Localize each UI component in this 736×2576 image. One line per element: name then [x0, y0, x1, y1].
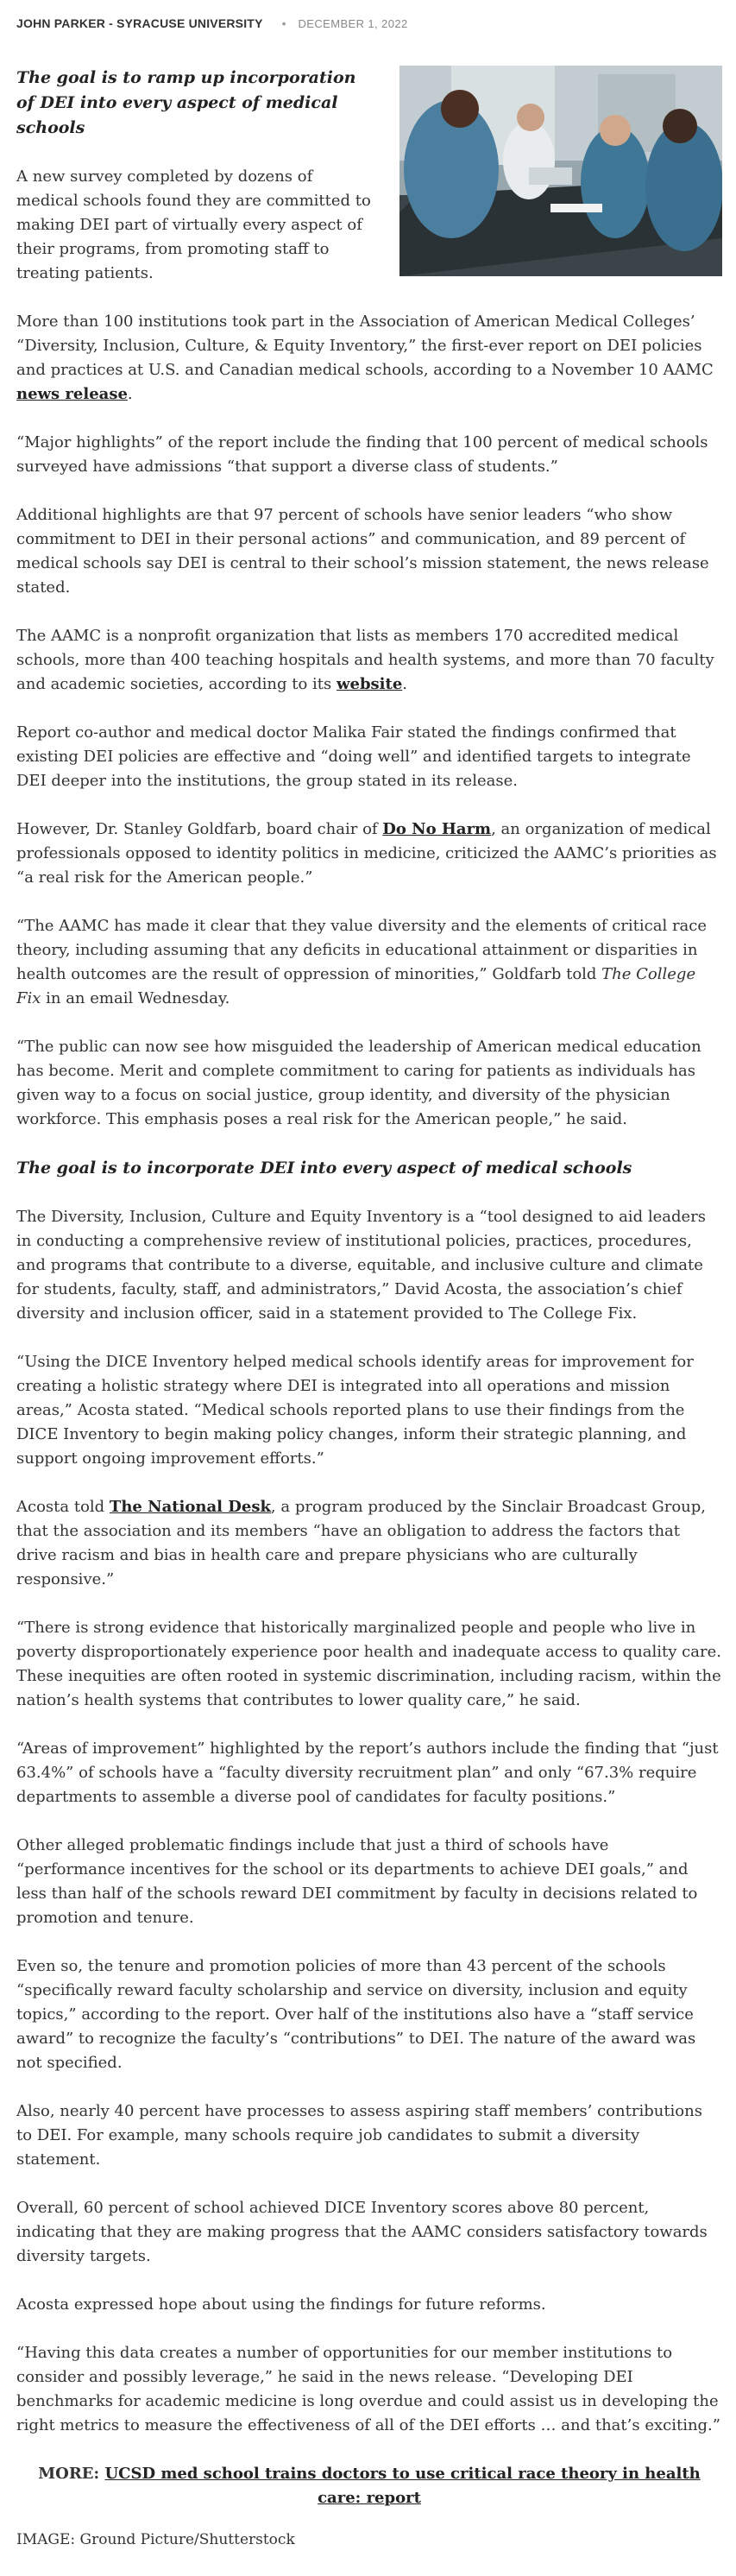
- paragraph: “Areas of improvement” highlighted by the report’s authors include the finding that “just 63.4%” of schools have a “faculty diversity recruitment plan” and only “67.3% require departments to assemble a diverse pool of candidates for faculty positions.”: [16, 1739, 719, 1806]
- paragraph: “There is strong evidence that historically marginalized people and people who live in poverty disproportionately experience poor health and inadequate access to quality care. These inequities are often rooted in systemic discrimination, including racism, within the nation’s health systems that contributes to lower quality care,” he said.: [16, 1619, 721, 1709]
- paragraph: Acosta expressed hope about using the findings for future reforms.: [16, 2295, 546, 2314]
- article-subheading: The goal is to ramp up incorporation of DEI into every aspect of medical schools: [16, 68, 356, 137]
- byline-separator: •: [281, 16, 286, 30]
- paragraph: Other alleged problematic findings include that just a third of schools have “performance incentives for the school or its departments to achieve DEI goals,” and less than half of the schools reward DEI commitment by faculty in decisions related to promotion and tenure.: [16, 1836, 698, 1927]
- paragraph: “The AAMC has made it clear that they value diversity and the elements of critical race theory, including assuming that any deficits in educational attainment or disparities in health outcomes are the result of oppression of minorities,” Goldfarb told The College Fix in an email Wednesday.: [16, 917, 708, 1007]
- paragraph: However, Dr. Stanley Goldfarb, board chair of Do No Harm, an organization of medical professionals opposed to identity politics in medicine, criticized the AAMC’s priorities as “a real risk for the American people.”: [16, 820, 717, 887]
- paragraph: Also, nearly 40 percent have processes to assess aspiring staff members’ contributions to DEI. For example, many schools require job candidates to submit a diversity statement.: [16, 2102, 702, 2169]
- paragraph: The AAMC is a nonprofit organization that lists as members 170 accredited medical schools, more than 400 teaching hospitals and health systems, and more than 70 faculty and academic societies, according to its website.: [16, 627, 714, 693]
- byline: [16, 16, 408, 30]
- more-related-story: MORE: UCSD med school trains doctors to use critical race theory in health care: report: [38, 2465, 701, 2507]
- paragraph: “Major highlights” of the report include the finding that 100 percent of medical schools surveyed have admissions “that support a diverse class of students.”: [16, 433, 708, 476]
- news-release-link[interactable]: news release: [16, 385, 128, 403]
- paragraph: More than 100 institutions took part in the Association of American Medical Colleges’ “Diversity, Inclusion, Culture, & Equity Inventory,” the first-ever report on DEI policies and practices at U.S. and Canadian medical schools, according to a November 10 AAMC news release.: [16, 313, 714, 403]
- paragraph: Even so, the tenure and promotion policies of more than 43 percent of the schools “specifically reward faculty scholarship and service on diversity, inclusion and equity topics,” according to the report. Over half of the institutions also have a “staff service award” to recognize the faculty’s “contributions” to DEI. The nature of the award was not specified.: [16, 1957, 696, 2072]
- paragraph: A new survey completed by dozens of medical schools found they are committed to making DEI part of virtually every aspect of their programs, from promoting staff to treating patients.: [16, 167, 371, 282]
- paragraph: The Diversity, Inclusion, Culture and Equity Inventory is a “tool designed to aid leaders in conducting a comprehensive review of institutional policies, practices, procedures, and programs that contribute to a diverse, equitable, and inclusive culture and climate for students, faculty, staff, and administrators,” David Acosta, the association’s chief diversity and inclusion officer, said in a statement provided to The College Fix.: [16, 1208, 706, 1323]
- website-link[interactable]: website: [337, 675, 403, 693]
- paragraph: Acosta told The National Desk, a program produced by the Sinclair Broadcast Group, that the association and its members “have an obligation to address the factors that drive racism and bias in health care and prepare physicians who are culturally responsive.”: [16, 1498, 707, 1588]
- article-body: [16, 66, 722, 2576]
- paragraph: Additional highlights are that 97 percent of schools have senior leaders “who show commitment to DEI in their personal actions” and communication, and 89 percent of medical schools say DEI is central to their school’s mission statement, the news release stated.: [16, 506, 709, 597]
- national-desk-link[interactable]: The National Desk: [109, 1498, 271, 1516]
- paragraph: “Using the DICE Inventory helped medical schools identify areas for improvement for creating a holistic strategy where DEI is integrated into all operations and mission areas,” Acosta stated. “Medical schools reported plans to use their findings from the DICE Inventory to begin making policy changes, inform their strategic planning, and support ongoing improvement efforts.”: [16, 1353, 694, 1468]
- do-no-harm-link[interactable]: Do No Harm: [382, 820, 492, 838]
- related-story-link[interactable]: UCSD med school trains doctors to use critical race theory in health care: report: [104, 2465, 701, 2507]
- paragraph: “Having this data creates a number of opportunities for our member institutions to consider and possibly leverage,” he said in the news release. “Developing DEI benchmarks for academic medicine is long overdue and could assist us in developing the right metrics to measure the effectiveness of all of the DEI efforts … and that’s exciting.”: [16, 2344, 720, 2434]
- paragraph: Report co-author and medical doctor Malika Fair stated the findings confirmed that existing DEI policies are effective and “doing well” and identified targets to integrate DEI deeper into the institutions, the group stated in its release.: [16, 723, 691, 790]
- publish-date: DECEMBER 1, 2022: [298, 17, 408, 30]
- paragraph: Overall, 60 percent of school achieved DICE Inventory scores above 80 percent, indicating that they are making progress that the AAMC considers satisfactory towards diversity targets.: [16, 2199, 708, 2265]
- image-credit: IMAGE: Ground Picture/Shutterstock: [16, 2531, 295, 2548]
- section-heading: The goal is to incorporate DEI into every aspect of medical schools: [16, 1159, 632, 1178]
- paragraph: “The public can now see how misguided the leadership of American medical education has become. Merit and complete commitment to caring for patients as individuals has given way to a focus on social justice, group identity, and diversity of the physician workforce. This emphasis poses a real risk for the American people,” he said.: [16, 1038, 701, 1128]
- author-link[interactable]: JOHN PARKER - SYRACUSE UNIVERSITY: [16, 16, 263, 30]
- article-photo: [399, 66, 722, 276]
